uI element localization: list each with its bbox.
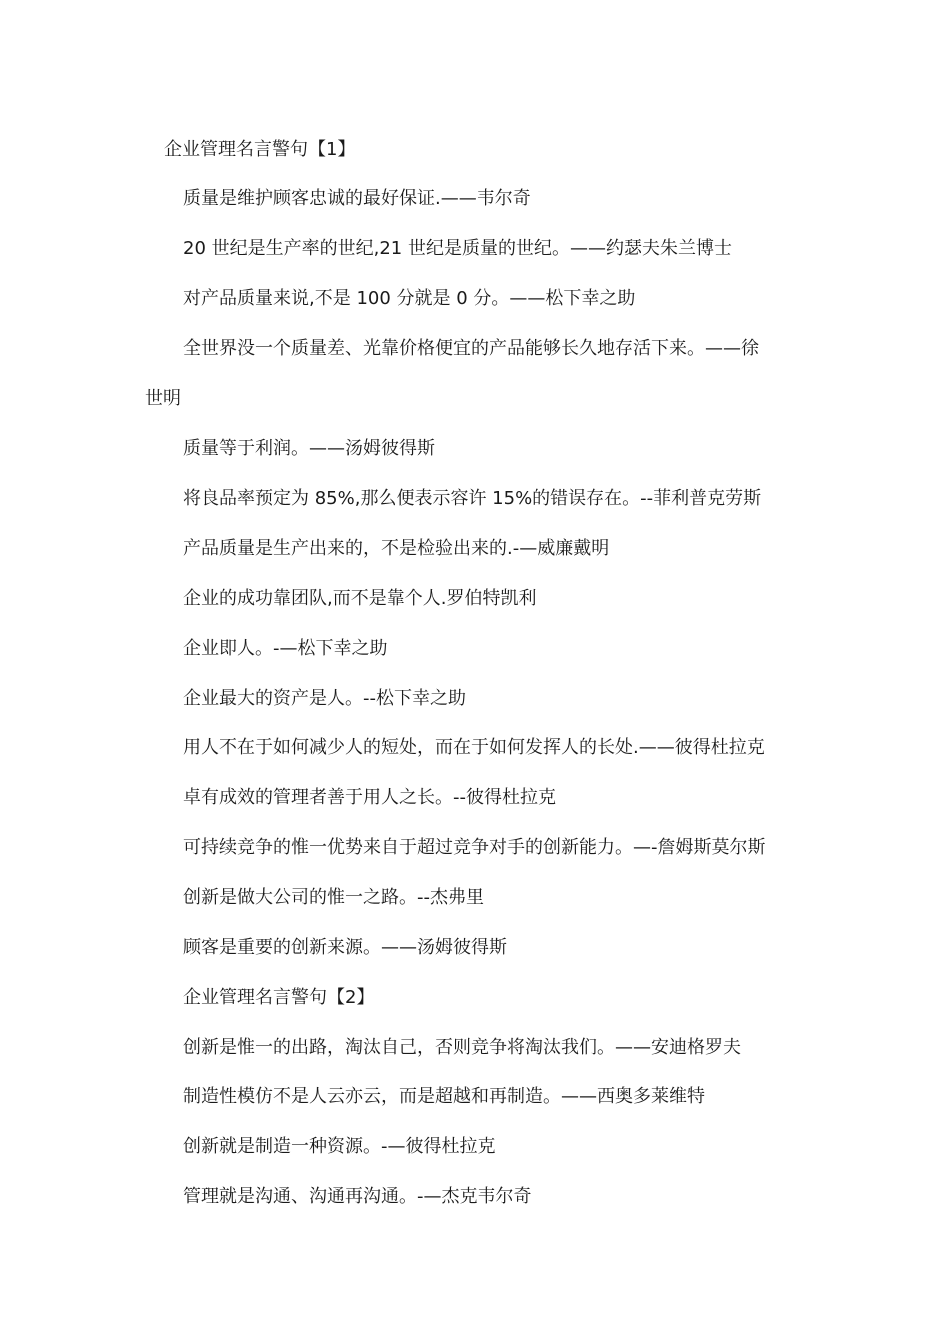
quote-line: 管理就是沟通、沟通再沟通。-—杰克韦尔奇 bbox=[183, 1186, 532, 1207]
quote-line: 产品质量是生产出来的，不是检验出来的.-—威廉戴明 bbox=[183, 538, 610, 559]
quote-line: 可持续竞争的惟一优势来自于超过竞争对手的创新能力。—-詹姆斯莫尔斯 bbox=[183, 837, 766, 858]
quote-line: 用人不在于如何减少人的短处，而在于如何发挥人的长处.——彼得杜拉克 bbox=[183, 737, 765, 758]
quote-line: 质量等于利润。——汤姆彼得斯 bbox=[183, 438, 435, 459]
quote-line: 创新是惟一的出路，淘汰自己，否则竞争将淘汰我们。——安迪格罗夫 bbox=[183, 1037, 741, 1058]
quote-line: 制造性模仿不是人云亦云，而是超越和再制造。——西奥多莱维特 bbox=[183, 1086, 705, 1107]
heading-2: 企业管理名言警句【2】 bbox=[183, 987, 375, 1008]
quote-line: 全世界没一个质量差、光靠价格便宜的产品能够长久地存活下来。——徐 bbox=[183, 338, 759, 359]
quote-line: 企业的成功靠团队,而不是靠个人.罗伯特凯利 bbox=[183, 588, 537, 609]
quote-line: 卓有成效的管理者善于用人之长。--彼得杜拉克 bbox=[183, 787, 556, 808]
quote-line: 对产品质量来说,不是 100 分就是 0 分。——松下幸之助 bbox=[183, 288, 636, 309]
quote-line: 将良品率预定为 85%,那么便表示容许 15%的错误存在。--菲利普克劳斯 bbox=[183, 488, 762, 509]
quote-line: 创新就是制造一种资源。-—彼得杜拉克 bbox=[183, 1136, 496, 1157]
quote-line: 20 世纪是生产率的世纪,21 世纪是质量的世纪。——约瑟夫朱兰博士 bbox=[183, 238, 732, 259]
quote-line: 创新是做大公司的惟一之路。--杰弗里 bbox=[183, 887, 484, 908]
quote-line-continuation: 世明 bbox=[145, 388, 181, 409]
heading-1: 企业管理名言警句【1】 bbox=[164, 139, 356, 160]
quote-line: 质量是维护顾客忠诚的最好保证.——韦尔奇 bbox=[183, 188, 531, 209]
quote-line: 顾客是重要的创新来源。——汤姆彼得斯 bbox=[183, 937, 507, 958]
quote-line: 企业即人。-—松下幸之助 bbox=[183, 638, 388, 659]
quote-line: 企业最大的资产是人。--松下幸之助 bbox=[183, 688, 466, 709]
